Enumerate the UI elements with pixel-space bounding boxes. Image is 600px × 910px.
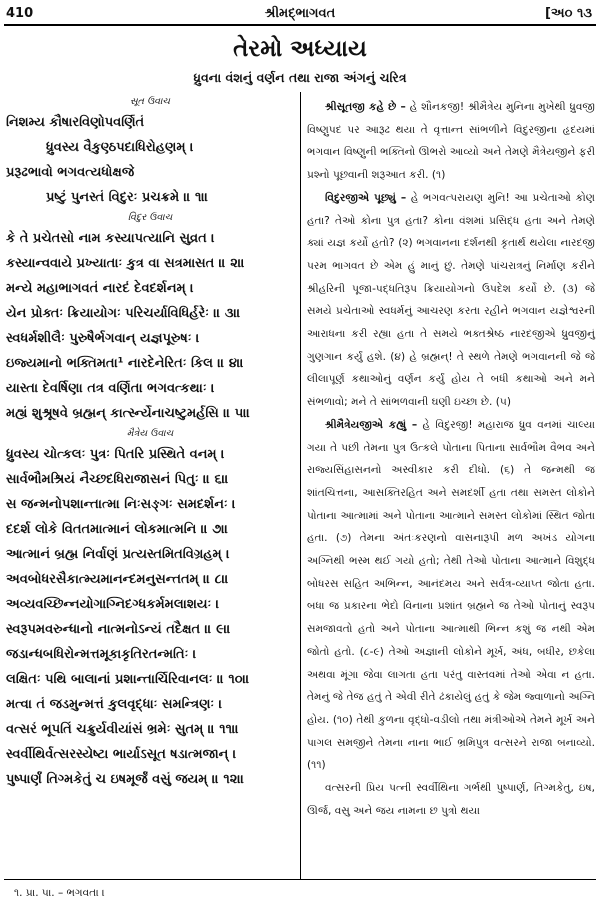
header-rule — [4, 24, 596, 26]
verse-line: લક્ષિતઃ પથિ બાલાનાં પ્રશાન્તાર્ચિરિવાનલઃ ॥ ૧૦॥ — [6, 672, 250, 687]
verse-line: કસ્યાન્વવાયે પ્રખ્યાતાઃ કુત્ર વા સત્રમાસત ॥ ૨॥ — [6, 256, 245, 271]
verse-line: કે તે પ્રચેતસો નામ કસ્યાપત્યાનિ સુવ્રત । — [6, 231, 215, 246]
speaker-label: મૈત્રેય ઉવાચ — [126, 428, 174, 439]
verse-line: આત્માનં બ્રહ્મ નિર્વાણં પ્રત્યસ્તમિતવિગ્રહમ્ । — [6, 547, 230, 562]
verse-line: ઇજ્યમાનો ભક્તિમતા¹ નારદેનેરિતઃ કિલ ॥ ૪॥ — [6, 356, 244, 371]
speaker-lead: શ્રીસૂતજી કહે છે – — [325, 101, 406, 113]
translation-paragraph — [307, 187, 595, 414]
verse-line: યાસ્તા દેવર્ષિણા તત્ર વર્ણિતા ભગવત્કથાઃ । — [6, 381, 215, 396]
verse-line: ધ્રુવસ્ય ચોત્કલઃ પુત્રઃ પિતરિ પ્રસ્થિતે વનમ્ । — [6, 447, 225, 462]
verse-line: મત્વા તં જડમુન્મત્તં કુલવૃદ્ધાઃ સમન્ત્રિણઃ । — [6, 697, 223, 712]
verse-line: વત્સરં ભૂપતિં ચક્રુર્યવીયાંસં ભ્રમેઃ સુતમ્ ॥ ૧૧॥ — [6, 722, 239, 737]
verse-line: અવબોધરસૈકાત્મ્યમાનન્દમનુસન્તતમ્ ॥ ૮॥ — [6, 572, 229, 587]
chapter-title: તેરમો અધ્યાય — [233, 36, 367, 62]
running-title: શ્રીમદ્‌ભાગવત — [264, 6, 336, 21]
chapter-reference: [અ૦ ૧૩ — [544, 6, 592, 21]
running-header — [0, 0, 600, 26]
speaker-label: સૂત ઉવાચ — [129, 96, 171, 107]
translation-paragraph — [307, 414, 595, 777]
translation-column — [307, 96, 595, 823]
verse-column — [6, 94, 294, 792]
verse-line: સ્વર્વીથિર્વત્સરસ્યેષ્ટા ભાર્યાઽસૂત ષડાત્મજાન્ । — [6, 747, 237, 762]
page-number: 410 — [6, 6, 34, 21]
verse-line: ધ્રુવસ્ય વૈકુણ્ઠપદાધિરોહણમ્ । — [46, 140, 194, 155]
verse-line: અવ્યવચ્છિન્નયોગાગ્નિદગ્ધકર્મમલાશયઃ । — [6, 597, 220, 612]
verse-line: મન્યે મહાભાગવતં નારદં દેવદર્શનમ્ । — [6, 281, 194, 296]
paragraph-text: હે વિદુરજી! મહારાજ ધ્રુવ વનમાં ચાલ્યા ગયા તે પછી તેમના પુત્ર ઉત્કલે પોતાના પિતાના સાર્વભૌમ વૈભવ અને રાજ્યસિંહાસનનો અસ્વીકાર કરી દીધો. (૬) તે જન્મથી જ શાંતચિત્તના, આસક્તિરહિત અને સમદર્શી હતા તથા સમસ્ત લોકોને પોતાના આત્મામાં અને પોતાના આત્માને સમસ્ત લોકોમાં સ્થિત જોતા હતા. (૭) તેમના અંતઃકરણનો વાસનારૂપી મળ અખંડ યોગના અગ્નિથી ભસ્મ થઈ ગયો હતો; તેથી તેઓ પોતાના આત્માને વિશુદ્ધ બોધરસ સહિત અભિન્ન, આનંદમય અને સર્વત્ર-વ્યાપ્ત જોતા હતા. બધા જ પ્રકારના ભેદો વિનાના પ્રશાંત બ્રહ્મને જ તેઓ પોતાનું સ્વરૂપ સમજાવતો હતો અને પોતાના આત્માથી ભિન્ન કશું જ નથી એમ જોતો હતો. (૮-૯) તેઓ અજ્ઞાની લોકોને મૂર્ખ, અંધ, બધીર, છકેલા અથવા મૂંગા જેવા લાગતા હતા પરંતુ વાસ્તવમાં તેઓ એવા ન હતા. તેમનું જે તેજ હતું તે એવી રીતે ઢંકાયેલું હતું કે જેમ જ્વાળાનો અગ્નિ હોય. (૧૦) તેથી કુળના વૃદ્ધો-વડીલો તથા મંત્રીઓએ તેમને મૂર્ખ અને પાગલ સમજીને તેમના નાના ભાઈ ભ્રમિપુત્ર વત્સરને રાજા બનાવ્યો. (૧૧) — [307, 418, 596, 772]
translation-paragraph — [307, 96, 595, 187]
verse-line: યેન પ્રોક્તઃ ક્રિયાયોગઃ પરિચર્યાવિધિર્હરેઃ ॥ ૩॥ — [6, 306, 241, 321]
verse-line: સ્વરૂપમવરુન્ધાનો નાત્મનોઽન્યં તદૈક્ષત ॥ ૯॥ — [6, 622, 231, 637]
chapter-subtitle: ધ્રુવના વંશનું વર્ણન તથા રાજા અંગનું ચરિત્ર — [193, 70, 407, 85]
speaker-label: વિદુર ઉવાચ — [127, 212, 173, 223]
verse-line: પુષ્પાર્ણં તિગ્મકેતું ચ ઇષમૂર્જં વસું જયમ્ ॥ ૧૨॥ — [6, 772, 245, 787]
verse-line: સ્વધર્મશીલૈઃ પુરુષૈર્ભગવાન્ યજ્ઞપૂરુષઃ । — [6, 331, 200, 346]
verse-line: મહ્યં શુશ્રૂષવે બ્રહ્મન્ કાર્ત્સ્ન્યેનાચષ્ટુમર્હસિ ॥ ૫॥ — [6, 406, 251, 421]
footnote-rule — [4, 879, 596, 880]
verse-line: પ્રરૂઢભાવો ભગવત્યધોક્ષજે — [6, 165, 135, 180]
verse-line: જડાન્ધબધિરોન્મત્તમૂકાકૃતિરતન્મતિઃ । — [6, 647, 197, 662]
verse-line: નિશમ્ય કૌષારવિણોપવર્ણિતં — [6, 115, 145, 130]
verse-line: દદર્શ લોકે વિતતમાત્માનં લોકમાત્મનિ ॥ ૭॥ — [6, 522, 229, 537]
speaker-lead: વિદુરજીએ પૂછ્યું – — [325, 191, 407, 204]
verse-line: સ જન્મનોપશાન્તાત્મા નિઃસઙ્ગઃ સમદર્શનઃ । — [6, 497, 236, 512]
footnote: ૧. પ્રા. પા. – ભગવતા । — [14, 887, 105, 899]
paragraph-text: હે શૌનકજી! શ્રીમૈત્રેય મુનિના મુખેથી ધ્રુવજી વિષ્ણુપદ પર આરૂઢ થયા તે વૃત્તાન્ત સાંભળીને વિદુરજીના હૃદયમાં ભગવાન વિષ્ણુની ભક્તિનો ઊભરો આવ્યો અને તેમણે મૈત્રેયજીને ફરી પ્રશ્નો પૂછવાની શરૂઆત કરી. (૧) — [307, 101, 595, 182]
speaker-lead: શ્રીમૈત્રેયજીએ કહ્યું – — [325, 418, 418, 431]
paragraph-text: હે ભગવત્પરાયણ મુનિ! આ પ્રચેતાઓ કોણ હતા? તેઓ કોના પુત્ર હતા? કોના વંશમાં પ્રસિદ્ધ હતા અને તેમણે ક્યાં યજ્ઞ કર્યો હતો? (૨) ભગવાનના દર્શનથી કૃતાર્થ થયેલા નારદજી પરમ ભાગવત છે એમ હું માનું છું. તેમણે પાંચરાત્રનું નિર્માણ કરીને શ્રીહરિની પૂજા-પદ્ધતિરૂપ ક્રિયાયોગનો ઉપદેશ કર્યો છે. (૩) જે સમયે પ્રચેતાઓ સ્વધર્મનું આચરણ કરતા રહીને ભગવાન યજ્ઞેશ્વરની આરાધના કરી રહ્યા હતા તે સમયે ભક્તશ્રેષ્ઠ નારદજીએ ધ્રુવજીનું ગુણગાન કર્યું હશે. (૪) હે બ્રહ્મન્! તે સ્થળે તેમણે ભગવાનની જે જે લીલાપૂર્ણ કથાઓનું વર્ણન કર્યું હોય તે બધી કથાઓ અને મને સંભળાવો; મને તે સાંભળવાની ઘણી ઇચ્છા છે. (૫) — [307, 191, 595, 409]
verse-line: પ્રષ્ટું પુનસ્તં વિદુરઃ પ્રચક્રમે ॥ ૧॥ — [46, 190, 209, 205]
paragraph-text: વત્સરની પ્રિય પત્ની સ્વર્વીથિના ગર્ભથી પુષ્પાર્ણ, તિગ્મકેતુ, ઇષ, ઊર્જ, વસુ અને જય નામના છ પુત્રો થયા — [307, 782, 595, 817]
translation-paragraph — [307, 777, 595, 822]
column-divider — [300, 92, 301, 879]
verse-line: સાર્વભૌમશ્રિયં નૈચ્છદધિરાજાસનં પિતુઃ ॥ ૬॥ — [6, 472, 229, 487]
